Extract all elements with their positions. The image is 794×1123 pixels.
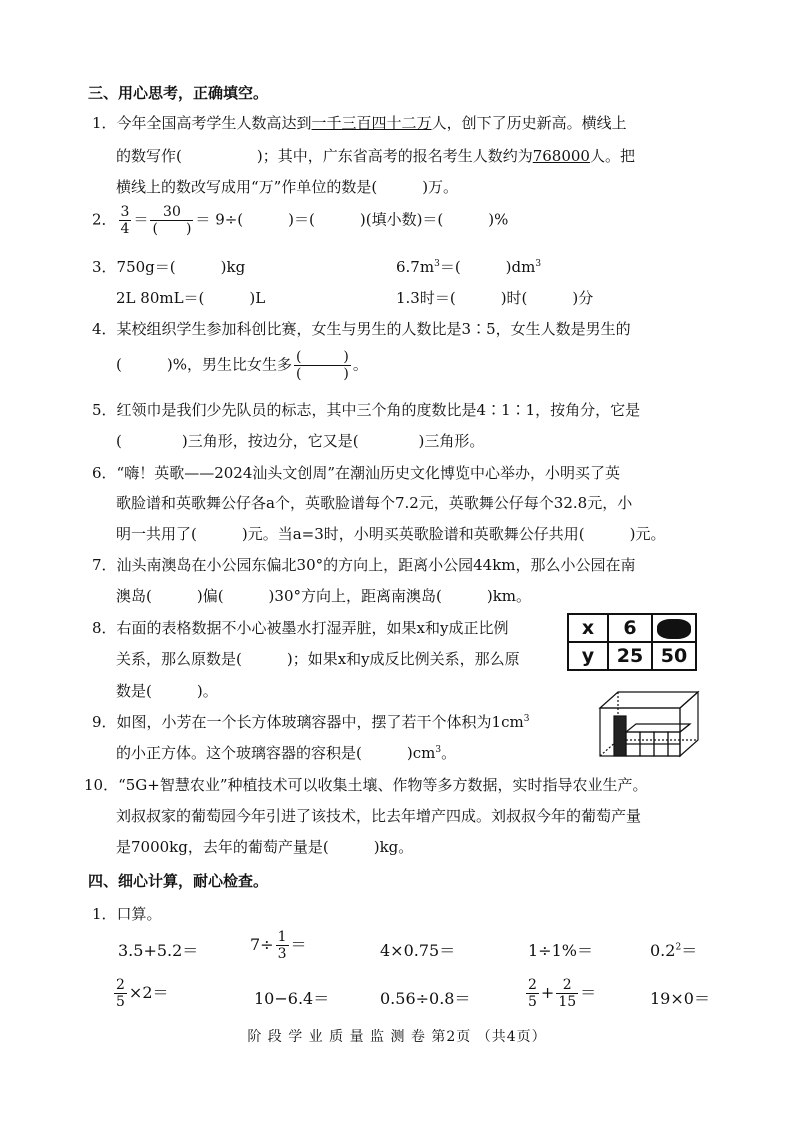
y-value-1: 25 xyxy=(608,642,652,670)
q5-line1: 5．红领巾是我们少先队员的标志，其中三个角的度数比是4∶1∶1，按角分，它是 xyxy=(92,401,641,419)
frac-numerator: 2 xyxy=(528,977,537,993)
q3-text: 6.7m xyxy=(396,258,435,276)
calc-5 xyxy=(650,938,697,961)
calc-4: 1÷1%＝ xyxy=(528,941,593,960)
xy-table xyxy=(567,613,697,671)
q1-line2 xyxy=(116,145,635,166)
q3-a: 3．750g＝( )kg xyxy=(92,258,246,276)
fraction-blank xyxy=(294,350,351,381)
calc-text: ＝ xyxy=(580,983,597,1002)
q6-line2: 歌脸谱和英歌舞公仔各a个，英歌脸谱每个7.2元，英歌舞公仔每个32.8元，小 xyxy=(116,494,633,512)
ink-blot-icon xyxy=(657,619,691,639)
superscript: 3 xyxy=(535,259,542,269)
q3-b xyxy=(396,256,541,277)
q9-text: 。 xyxy=(441,744,457,762)
frac-numerator: 1 xyxy=(277,929,287,945)
q1-text: 的数写作( )；其中，广东省高考的报名考生人数约为 xyxy=(116,147,533,165)
q1-underlined-number: 768000 xyxy=(532,147,590,165)
frac-numerator: ( ) xyxy=(295,349,349,365)
fraction xyxy=(276,930,289,961)
q1-text: 1．今年全国高考学生人数高达到 xyxy=(92,114,312,132)
frac-denominator: 5 xyxy=(116,994,125,1010)
frac-denominator: 3 xyxy=(277,946,287,962)
fraction xyxy=(556,978,578,1009)
calc-text: ＝ xyxy=(290,935,307,954)
superscript: 3 xyxy=(435,745,442,755)
q6-line3: 明一共用了( )元。当a=3时，小明买英歌脸谱和英歌舞公仔共用( )元。 xyxy=(116,525,666,543)
q9-text: 的小正方体。这个玻璃容器的容积是( )cm xyxy=(116,744,436,762)
q3-c: 2L 80mL＝( )L xyxy=(116,289,266,307)
y-value-2: 50 xyxy=(652,642,696,670)
q8-line3: 数是( )。 xyxy=(116,682,218,700)
q2-number: 2． xyxy=(92,210,117,229)
frac-numerator: 2 xyxy=(116,977,125,993)
superscript: 3 xyxy=(523,714,530,724)
frac-numerator: 2 xyxy=(556,978,578,994)
calc-6 xyxy=(112,978,169,1009)
q9-line2 xyxy=(116,742,456,763)
frac-denominator: ( ) xyxy=(152,221,192,237)
section4-heading: 四、细心计算，耐心检查。 xyxy=(88,872,269,890)
section3-heading: 三、用心思考，正确填空。 xyxy=(88,84,269,102)
q1-underlined-number: 一千三百四十二万 xyxy=(311,114,432,132)
table-row-y xyxy=(568,642,696,670)
calc-7: 10−6.4＝ xyxy=(254,989,330,1008)
q2-text: ＝ 9÷( )＝( )(填小数)＝( )% xyxy=(195,210,509,229)
q4-line1: 4．某校组织学生参加科创比赛，女生与男生的人数比是3∶5，女生人数是男生的 xyxy=(92,320,631,338)
fraction xyxy=(114,978,127,1009)
calc-8: 0.56÷0.8＝ xyxy=(380,989,471,1008)
calc-10: 19×0＝ xyxy=(650,989,710,1008)
fraction xyxy=(526,978,539,1009)
glass-container-figure xyxy=(596,688,704,760)
frac-denominator: 4 xyxy=(120,221,130,237)
calc-1: 3.5+5.2＝ xyxy=(118,941,199,960)
calc-text: + xyxy=(540,983,555,1002)
page-footer: 阶 段 学 业 质 量 监 测 卷 第2页 （共4页） xyxy=(247,1029,547,1045)
q9-text: 9．如图，小芳在一个长方体玻璃容器中，摆了若干个体积为1cm xyxy=(92,713,524,731)
q8-line1: 8．右面的表格数据不小心被墨水打湿弄脏，如果x和y成正比例 xyxy=(92,619,509,637)
calc-9 xyxy=(524,978,596,1009)
cube-column xyxy=(614,716,626,756)
q4-text: 。 xyxy=(352,355,368,374)
calc-text: 7÷ xyxy=(250,935,274,954)
frac-denominator: 15 xyxy=(558,994,577,1010)
table-row-x xyxy=(568,614,696,642)
frac-numerator: 3 xyxy=(120,204,130,220)
q6-line1: 6．“嗨！英歌——2024汕头文创周”在潮汕历史文化博览中心举办，小明买了英 xyxy=(92,464,621,482)
q4-text: ( )%，男生比女生多 xyxy=(116,355,292,374)
superscript: 2 xyxy=(675,942,682,953)
q1-line3: 横线上的数改写成用“万”作单位的数是( )万。 xyxy=(116,178,459,196)
x-label: x xyxy=(568,614,608,642)
q5-line2: ( )三角形，按边分，它又是( )三角形。 xyxy=(116,432,485,450)
q10-line2: 刘叔叔家的葡萄园今年引进了该技术，比去年增产四成。刘叔叔今年的葡萄产量 xyxy=(116,807,642,825)
q1-text: 人，创下了历史新高。横线上 xyxy=(431,114,627,132)
frac-denominator: 5 xyxy=(528,994,537,1010)
q1-line1 xyxy=(92,112,627,133)
ink-blot xyxy=(652,614,696,642)
frac-denominator: ( ) xyxy=(295,366,349,382)
calc-text: ×2＝ xyxy=(128,983,169,1002)
q7-line2: 澳岛( )偏( )30°方向上，距离南澳岛( )km。 xyxy=(116,587,532,605)
superscript: 3 xyxy=(434,259,440,269)
q3-text: ＝( )dm xyxy=(439,258,536,276)
fraction-3-4 xyxy=(119,205,132,236)
q10-line3: 是7000kg，去年的葡萄产量是( )kg。 xyxy=(116,838,414,856)
section4-subheading: 1．口算。 xyxy=(92,905,162,923)
calc-text: ＝ xyxy=(681,941,698,960)
q8-line2: 关系，那么原数是( )；如果x和y成反比例关系，那么原 xyxy=(116,650,520,668)
fraction-30-blank xyxy=(150,205,193,236)
y-label: y xyxy=(568,642,608,670)
calc-3: 4×0.75＝ xyxy=(380,941,456,960)
q9-line1 xyxy=(92,711,529,732)
q7-line1: 7．汕头南澳岛在小公园东偏北30°的方向上，距离小公园44km，那么小公园在南 xyxy=(92,556,636,574)
calc-text: 0.2 xyxy=(650,941,676,960)
frac-numerator: 30 xyxy=(150,205,193,221)
q1-text: 人。把 xyxy=(589,147,635,165)
q3-d: 1.3时＝( )时( )分 xyxy=(396,289,594,307)
calc-2 xyxy=(250,930,307,961)
q10-line1: 10．“5G+智慧农业”种植技术可以收集土壤、作物等多方数据，实时指导农业生产。 xyxy=(84,776,648,794)
cube-line xyxy=(680,724,690,732)
q4-line2 xyxy=(116,350,368,381)
q2: 2． $\frac{3}{4}$ ＝ $\frac{30}{( )}$ ＝ 9÷( )＝( )(填小数)＝( )% xyxy=(92,204,509,237)
x-value-1: 6 xyxy=(608,614,652,642)
